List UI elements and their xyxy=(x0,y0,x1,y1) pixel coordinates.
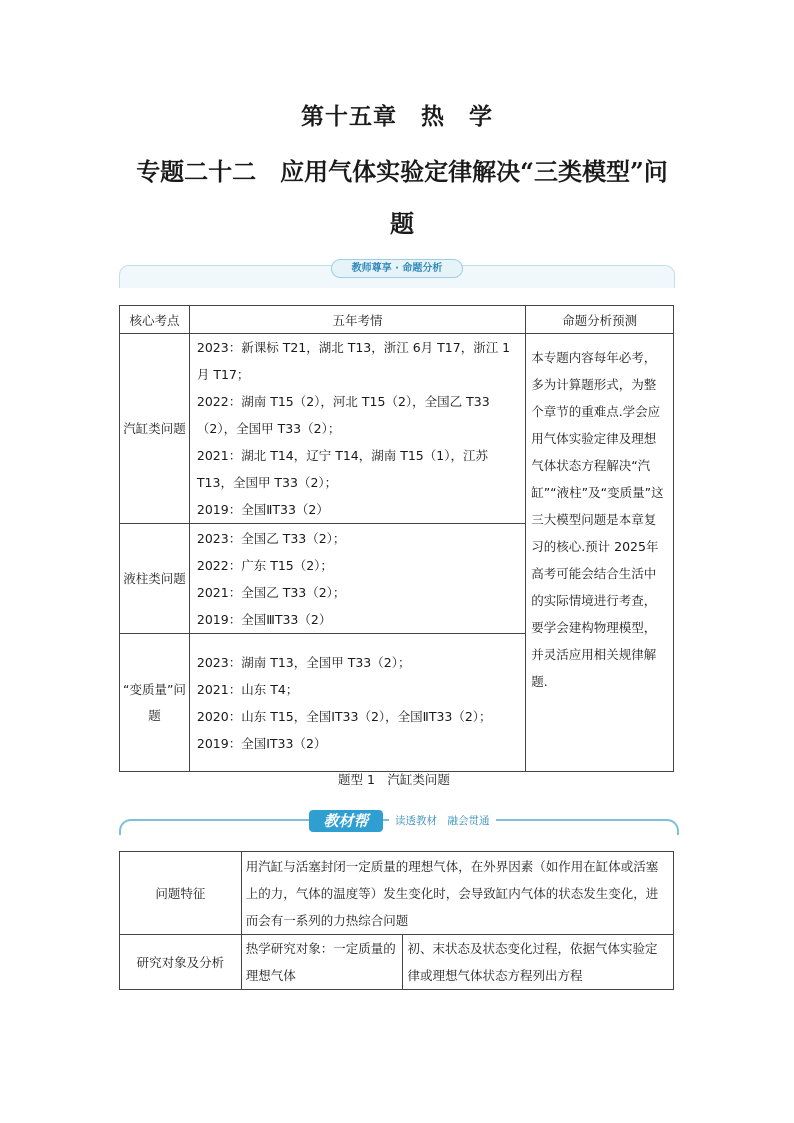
year-entry: 2019：全国ⅠT33（2） xyxy=(196,735,327,751)
topic-title: 专题二十二 应用气体实验定律解决“三类模型”问题 xyxy=(136,157,668,238)
years-cell xyxy=(189,634,525,772)
analysis-text: 初、末状态及状态变化过程，依据气体实验定律或理想气体状态方程列出方程 xyxy=(403,935,674,990)
problem-feature-table xyxy=(119,851,674,990)
table-row xyxy=(120,334,674,524)
year-entry: 2022：湖南 T15（2），河北 T15（2），全国乙 T33（2），全国甲 T33（2）； xyxy=(196,394,490,436)
header-core-topic: 核心考点 xyxy=(120,306,190,334)
table-row xyxy=(120,852,674,935)
feature-label: 问题特征 xyxy=(120,852,242,935)
table-row xyxy=(120,935,674,990)
object-text: 热学研究对象：一定质量的理想气体 xyxy=(241,935,403,990)
year-entry: 2023：湖南 T13，全国甲 T33（2）； xyxy=(196,654,411,670)
textbook-slogan: 读透教材 融会贯通 xyxy=(389,813,496,829)
year-entry: 2019：全国ⅢT33（2） xyxy=(196,611,332,627)
textbook-banner xyxy=(119,810,679,834)
year-entry: 2020：山东 T15，全国ⅠT33（2），全国ⅡT33（2）； xyxy=(196,708,492,724)
years-cell xyxy=(189,524,525,634)
teacher-analysis-banner xyxy=(119,257,673,289)
textbook-badge: 教材帮 xyxy=(309,810,383,832)
chapter-title: 第十五章 热 学 xyxy=(301,103,493,130)
year-entry: 2023：全国乙 T33（2）； xyxy=(196,530,346,546)
year-entry: 2019：全国ⅡT33（2） xyxy=(196,502,329,517)
section-caption: 题型 1 汽缸类问题 xyxy=(338,772,450,787)
year-entry: 2021：全国乙 T33（2）； xyxy=(196,584,346,600)
year-entry: 2021：山东 T4； xyxy=(196,681,299,697)
object-label: 研究对象及分析 xyxy=(120,935,242,990)
prediction-cell xyxy=(526,334,674,772)
table-header-row xyxy=(120,306,674,334)
category-cell: “变质量”问题 xyxy=(120,634,190,772)
year-entry: 2023：新课标 T21，湖北 T13，浙江 6月 T17，浙江 1月 T17； xyxy=(196,340,511,382)
prediction-text: 本专题内容每年必考，多为计算题形式，为整个章节的重难点.学会应用气体实验定律及理想气体状态方程解决“汽缸”“液柱”及“变质量”这三大模型问题是本章复习的核心.预计 2025年高考可能会结合生活中的实际情境进行考查，要学会建构物理模型，并灵活应用相关规律解题. xyxy=(531,350,664,689)
banner-pill-label: 教师尊享 · 命题分析 xyxy=(331,259,463,278)
category-cell: 液柱类问题 xyxy=(120,524,190,634)
year-entry: 2021：湖北 T14，辽宁 T14，湖南 T15（1），江苏 T13，全国甲 T33（2）； xyxy=(196,448,488,490)
exam-analysis-table xyxy=(119,305,674,772)
category-cell: 汽缸类问题 xyxy=(120,334,190,524)
years-cell xyxy=(189,334,525,524)
year-entry: 2022：广东 T15（2）； xyxy=(196,557,333,573)
header-five-year: 五年考情 xyxy=(189,306,525,334)
header-prediction: 命题分析预测 xyxy=(526,306,674,334)
feature-text: 用汽缸与活塞封闭一定质量的理想气体，在外界因素（如作用在缸体或活塞上的力，气体的温度等）发生变化时，会导致缸内气体的状态发生变化，进而会有一系列的力热综合问题 xyxy=(241,852,673,935)
